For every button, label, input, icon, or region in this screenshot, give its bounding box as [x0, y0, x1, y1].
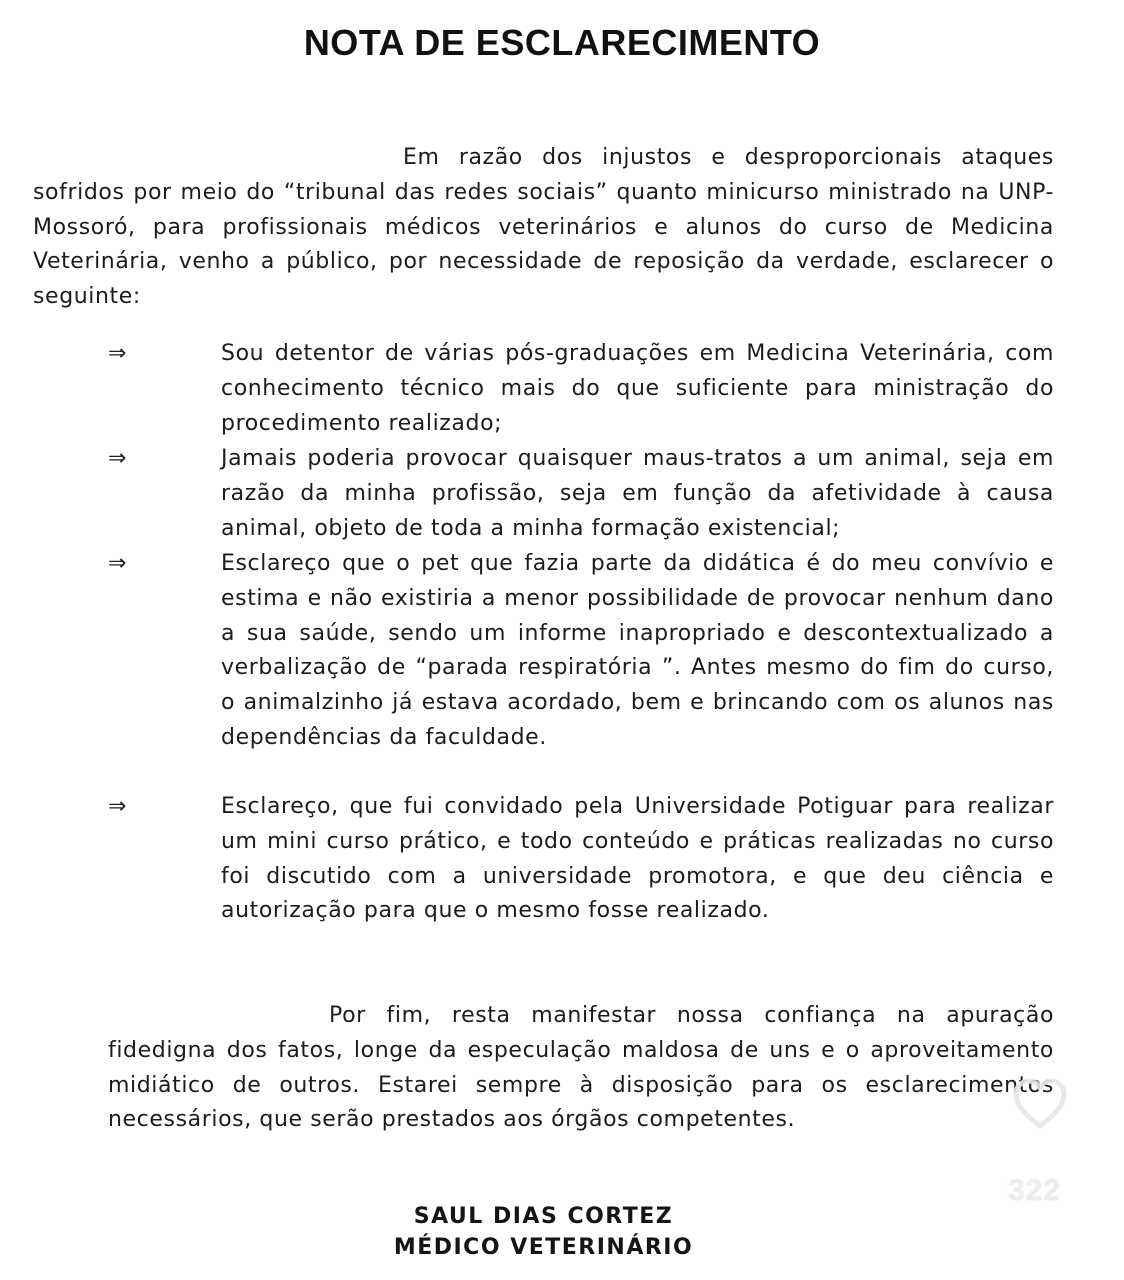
arrow-bullet-icon: ⇒	[108, 551, 127, 576]
like-count: 322	[1008, 1174, 1062, 1207]
list-item-text: Esclareço que o pet que fazia parte da didática é do meu convívio e estima e não existiria a menor possibilidade de provocar nenhum dano a sua saúde, sendo um informe inapropriado e descontextualizado a verbalização de “parada respiratória ”. Antes mesmo do fim do curso, o animalzinho já estava acordado, bem e brincando com os alunos nas dependências da faculdade.	[221, 551, 1054, 750]
arrow-bullet-icon: ⇒	[108, 446, 127, 471]
arrow-bullet-icon: ⇒	[108, 794, 127, 819]
arrow-bullet-icon: ⇒	[108, 341, 127, 366]
signature-name: SAUL DIAS CORTEZ	[413, 1204, 674, 1229]
list-item-text: Esclareço, que fui convidado pela Universidade Potiguar para realizar um mini curso prático, e todo conteúdo e práticas realizadas no curso foi discutido com a universidade promotora, e que deu ciência e autorização para que o mesmo fosse realizado.	[221, 794, 1054, 924]
document-title: NOTA DE ESCLARECIMENTO	[303, 22, 821, 63]
list-item-text: Sou detentor de várias pós-graduações em Medicina Veterinária, com conhecimento técnico mais do que suficiente para ministração do procedimento realizado;	[221, 341, 1054, 436]
signature-role: MÉDICO VETERINÁRIO	[393, 1235, 694, 1260]
closing-paragraph: Por fim, resta manifestar nossa confiança na apuração fidedigna dos fatos, longe da especulação maldosa de uns e o aproveitamento midiático de outros. Estarei sempre à disposição para os esclarecimentos necessários, que serão prestados aos órgãos competentes.	[108, 1003, 1054, 1133]
heart-outline-icon[interactable]	[1010, 1074, 1070, 1134]
list-item-text: Jamais poderia provocar quaisquer maus-tratos a um animal, seja em razão da minha profissão, seja em função da afetividade à causa animal, objeto de toda a minha formação existencial;	[221, 446, 1054, 541]
intro-paragraph: Em razão dos injustos e desproporcionais ataques sofridos por meio do “tribunal das redes sociais” quanto minicurso ministrado na UNP-Mossoró, para profissionais médicos veterinários e alunos do curso de Medicina Veterinária, venho a público, por necessidade de reposição da verdade, esclarecer o seguinte:	[33, 145, 1054, 310]
